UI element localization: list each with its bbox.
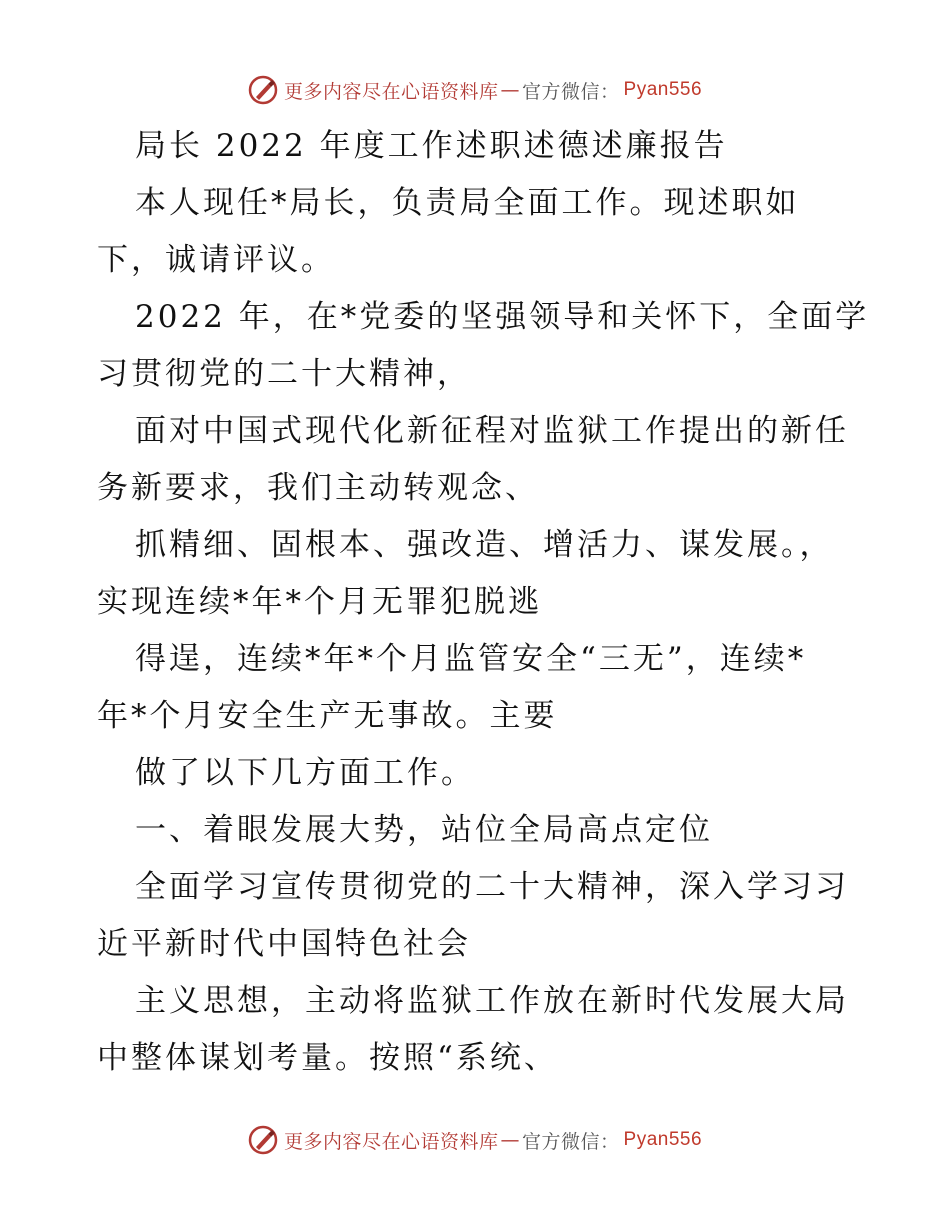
- paragraph-line: 实现连续*年*个月无罪犯脱逃: [97, 584, 542, 620]
- section-heading-text: 一、着眼发展大势，站位全局高点定位: [135, 812, 713, 848]
- paragraph: [97, 517, 857, 631]
- paragraph-line: 抓精细、固根本、强改造、增活力、谋发展。，: [135, 527, 834, 563]
- paragraph-line: 做了以下几方面工作。: [135, 755, 475, 791]
- banner-wechat-id: Pyan556: [623, 1129, 703, 1150]
- banner-separator: —: [500, 79, 520, 101]
- banner-text: 更多内容尽在心语资料库: [283, 80, 499, 103]
- document-title: [97, 118, 857, 175]
- paragraph-line: 近平新时代中国特色社会: [97, 926, 471, 962]
- banner-colon: ：: [600, 80, 620, 103]
- banner-text: 更多内容尽在心语资料库: [283, 1130, 499, 1153]
- banner-label: 官方微信: [521, 80, 600, 103]
- paragraph: [97, 745, 857, 802]
- paragraph-line: 得逞，连续*年*个月监管安全“三无”，连续*: [135, 641, 807, 677]
- title-text: 局长 2022 年度工作述职述德述廉报告: [135, 128, 728, 164]
- paragraph-line: 全面学习宣传贯彻党的二十大精神，深入学习习: [135, 869, 849, 905]
- banner-separator: —: [500, 1129, 520, 1151]
- paragraph-line: 主义思想，主动将监狱工作放在新时代发展大局: [135, 983, 849, 1019]
- paragraph: [97, 973, 857, 1087]
- paragraph: [97, 859, 857, 973]
- paragraph-line: 面对中国式现代化新征程对监狱工作提出的新任: [135, 413, 849, 449]
- paragraph-line: 务新要求，我们主动转观念、: [97, 470, 539, 506]
- paragraph-line: 本人现任*局长，负责局全面工作。现述职如: [135, 185, 800, 221]
- paragraph: [97, 403, 857, 517]
- footer-banner: [0, 1120, 950, 1160]
- banner-label: 官方微信: [521, 1130, 600, 1153]
- paragraph-line: 中整体谋划考量。按照“系统、: [97, 1040, 558, 1076]
- paragraph-line: 2022 年，在*党委的坚强领导和关怀下，全面学: [135, 299, 870, 335]
- pen-logo-icon: [248, 1125, 278, 1155]
- paragraph-line: 年*个月安全生产无事故。主要: [97, 698, 558, 734]
- banner-wechat-id: Pyan556: [623, 79, 703, 100]
- paragraph: [97, 175, 857, 289]
- section-heading: [97, 802, 857, 859]
- paragraph: [97, 631, 857, 745]
- pen-logo-icon: [248, 75, 278, 105]
- banner-colon: ：: [600, 1130, 620, 1153]
- document-body: [97, 118, 870, 1087]
- paragraph-line: 习贯彻党的二十大精神，: [97, 356, 471, 392]
- paragraph: [97, 289, 870, 403]
- header-banner: [0, 70, 950, 110]
- paragraph-line: 下，诚请评议。: [97, 242, 335, 278]
